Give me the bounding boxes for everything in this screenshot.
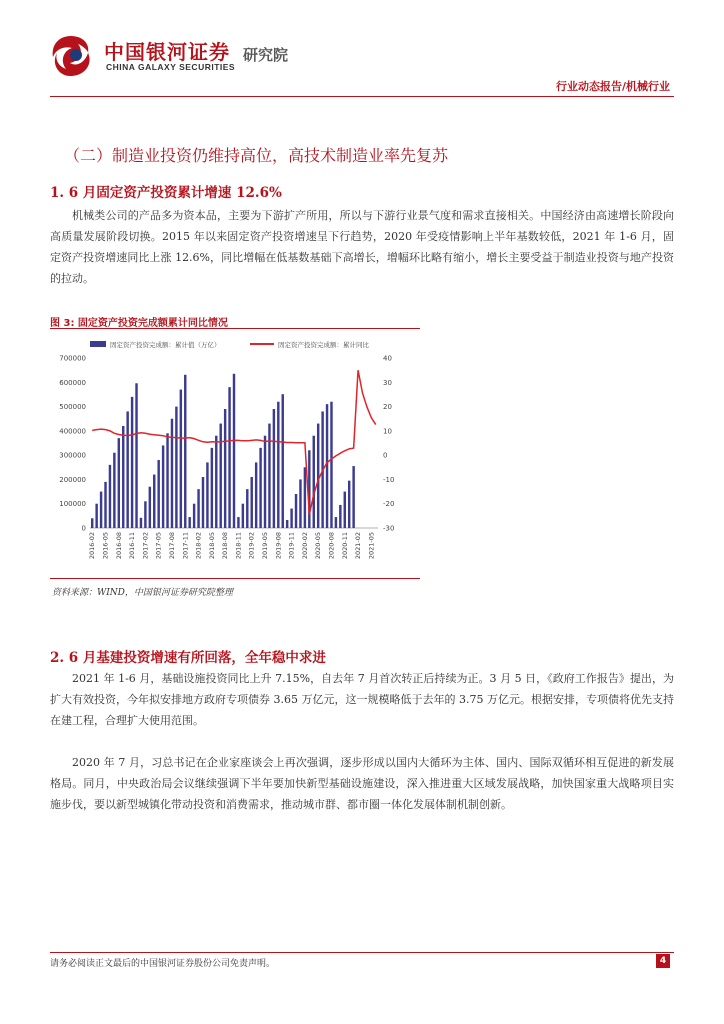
chart-bar [95,504,97,528]
chart-bar [140,518,142,528]
chart-bar [352,466,354,528]
figure-caption: 图 3: 固定资产投资完成额累计同比情况 [50,318,228,329]
chart-bar [162,445,164,528]
chart-bar [184,375,186,528]
chart-bar [259,448,261,528]
left-axis-tick-label: 500000 [59,403,86,412]
legend-bar-label: 固定资产投资完成额：累计值（万亿） [110,341,221,349]
chart-bar [233,374,235,528]
x-axis-tick-label: 2017-02 [141,532,150,560]
chart-bar [206,462,208,528]
chart-bar [109,465,111,528]
footer-divider [50,952,674,953]
chart-bar [153,475,155,528]
subsection-2-paragraph-2: 2020 年 7 月，习总书记在企业家座谈会上再次强调，逐步形成以国内大循环为主体、国内、国际双循环相互促进的新发展格局。同月，中央政治局会议继续强调下半年要加快新型基础设施建设，深入推进重大区域发展战略，加快国家重大战略项目实施步伐，要以新型城镇化带动投资和消费需求，推动城市群、都市圈一体化发展体制机制创新。 [50,756,674,811]
chart-bar [135,383,137,528]
right-axis-tick-label: 20 [383,403,392,412]
chart-bar [282,394,284,528]
chart-bar [188,517,190,528]
figure-top-rule [50,328,420,329]
x-axis-tick-label: 2018-05 [207,532,216,560]
x-axis-tick-label: 2018-02 [194,532,203,560]
chart-bar [242,504,244,528]
x-axis-tick-label: 2017-11 [181,532,190,560]
left-axis-tick-label: 0 [81,524,86,533]
chart-bar [304,467,306,528]
x-axis-tick-label: 2021-05 [367,532,376,560]
subsection-1-heading: 1. 6 月固定资产投资累计增速 12.6% [50,185,282,201]
x-axis-tick-label: 2019-02 [247,532,256,560]
right-axis-tick-label: 40 [383,354,392,363]
left-axis-tick-label: 400000 [59,427,86,436]
chart-bar [202,477,204,528]
chart-bar [273,409,275,528]
figure-source: 资料来源：WIND，中国银河证券研究院整理 [52,588,233,598]
x-axis-tick-label: 2016-02 [88,532,97,560]
right-axis-tick-label: 10 [383,427,392,436]
chart-bars [91,374,355,528]
chart-bar [180,390,182,528]
x-axis-tick-label: 2017-08 [167,532,176,560]
right-axis-tick-label: -20 [383,500,395,509]
chart-bar [277,402,279,528]
chart-bar [113,453,115,528]
chart-bar [215,436,217,528]
galaxy-logo-icon [48,33,94,79]
right-axis-tick-label: 0 [383,451,388,460]
chart-bar [295,494,297,528]
subsection-2-heading: 2. 6 月基建投资增速有所回落，全年稳中求进 [50,650,326,666]
chart-bar [175,407,177,528]
chart-bar [118,438,120,528]
chart-bar [149,487,151,528]
chart-bar [122,426,124,528]
chart-bar [330,402,332,528]
chart-bar [144,501,146,528]
x-axis-tick-label: 2019-11 [287,532,296,560]
left-axis-tick-label: 200000 [59,475,86,484]
x-axis-tick-label: 2021-02 [354,532,363,560]
x-axis-tick-label: 2016-11 [128,532,137,560]
chart-bar [290,509,292,528]
right-axis-tick-label: -10 [383,475,395,484]
x-axis-tick-label: 2018-08 [221,532,230,560]
chart-bar [157,460,159,528]
report-type: 行业动态报告/机械行业 [555,80,670,93]
x-axis-tick-label: 2016-05 [101,532,110,560]
x-axis-tick-label: 2016-08 [114,532,123,560]
institute-label: 研究院 [243,46,289,64]
x-axis-tick-label: 2020-08 [327,532,336,560]
figure-bottom-rule [50,578,420,579]
chart-bar [100,492,102,528]
left-axis-tick-label: 300000 [59,451,86,460]
chart-bar [237,517,239,528]
chart-bar [335,517,337,528]
chart-bar [219,424,221,528]
chart-bar [246,489,248,528]
chart-bar [166,433,168,528]
right-axis-tick-label: 30 [383,378,392,387]
chart-bar [131,397,133,528]
x-axis-tick-label: 2017-05 [154,532,163,560]
chart-bar [171,419,173,528]
chart-bar [339,505,341,528]
header-divider [50,96,674,97]
x-axis-tick-label: 2020-05 [314,532,323,560]
x-axis-tick-label: 2019-08 [274,532,283,560]
chart-bar [211,448,213,528]
chart-legend [90,340,370,349]
chart-bar [193,504,195,528]
chart-bar [326,404,328,528]
chart-bar [91,518,93,528]
page-number: 4 [656,954,670,968]
left-axis-tick-label: 600000 [59,378,86,387]
logo-en-text: CHINA GALAXY SECURITIES [106,62,236,72]
chart-bar [126,411,128,528]
chart-bar [313,436,315,528]
subsection-2-paragraph-1: 2021 年 1-6 月，基础设施投资同比上升 7.15%，自去年 7 月首次转正后持续为正。3 月 5 日，《政府工作报告》提出，为扩大有效投资，今年拟安排地方政府专项债券 3.65 万亿元，这一规模略低于去年的 3.75 万亿元。根据安排，专项债将优先支持在建工程，合理扩大使用范围。 [50,672,674,727]
chart-bar [317,424,319,528]
chart-bar [268,424,270,528]
chart-bar [344,492,346,528]
legend-bar-swatch [90,341,106,347]
footer-disclaimer: 请务必阅读正文最后的中国银河证券股份公司免责声明。 [50,959,276,969]
right-axis-tick-label: -30 [383,524,395,533]
chart-bar [224,409,226,528]
legend-line-label: 固定资产投资完成额：累计同比 [278,341,369,349]
chart-bar [104,482,106,528]
left-axis-tick-label: 100000 [59,500,86,509]
subsection-1-paragraph: 机械类公司的产品多为资本品，主要为下游扩产所用，所以与下游行业景气度和需求直接相关。中国经济由高速增长阶段向高质量发展阶段切换。2015 年以来固定资产投资增速呈下行趋势，2020 年受疫情影响上半年基数较低，2021 年 1-6 月，固定资产投资增速同比上涨 12.6%，同比增幅在低基数基础下高增长，增幅环比略有缩小，增长主要受益于制造业投资与地产投资的拉动。 [50,209,674,285]
chart-bar [251,477,253,528]
x-axis-tick-label: 2019-05 [261,532,270,560]
chart-bar [228,387,230,528]
chart-bar [264,436,266,528]
chart-bar [286,520,288,528]
chart-bar [299,479,301,528]
chart-bar [197,489,199,528]
chart-bar [348,481,350,528]
fixed-asset-investment-chart [50,334,420,576]
x-axis-tick-label: 2020-02 [300,532,309,560]
logo-cn-text: 中国银河证券 [104,40,230,64]
x-axis-tick-label: 2020-11 [340,532,349,560]
chart-bar [255,462,257,528]
section-title: （二）制造业投资仍维持高位，高技术制造业率先复苏 [64,146,449,165]
chart-x-labels [88,532,375,559]
x-axis-tick-label: 2018-11 [234,532,243,560]
left-axis-tick-label: 700000 [59,354,86,363]
